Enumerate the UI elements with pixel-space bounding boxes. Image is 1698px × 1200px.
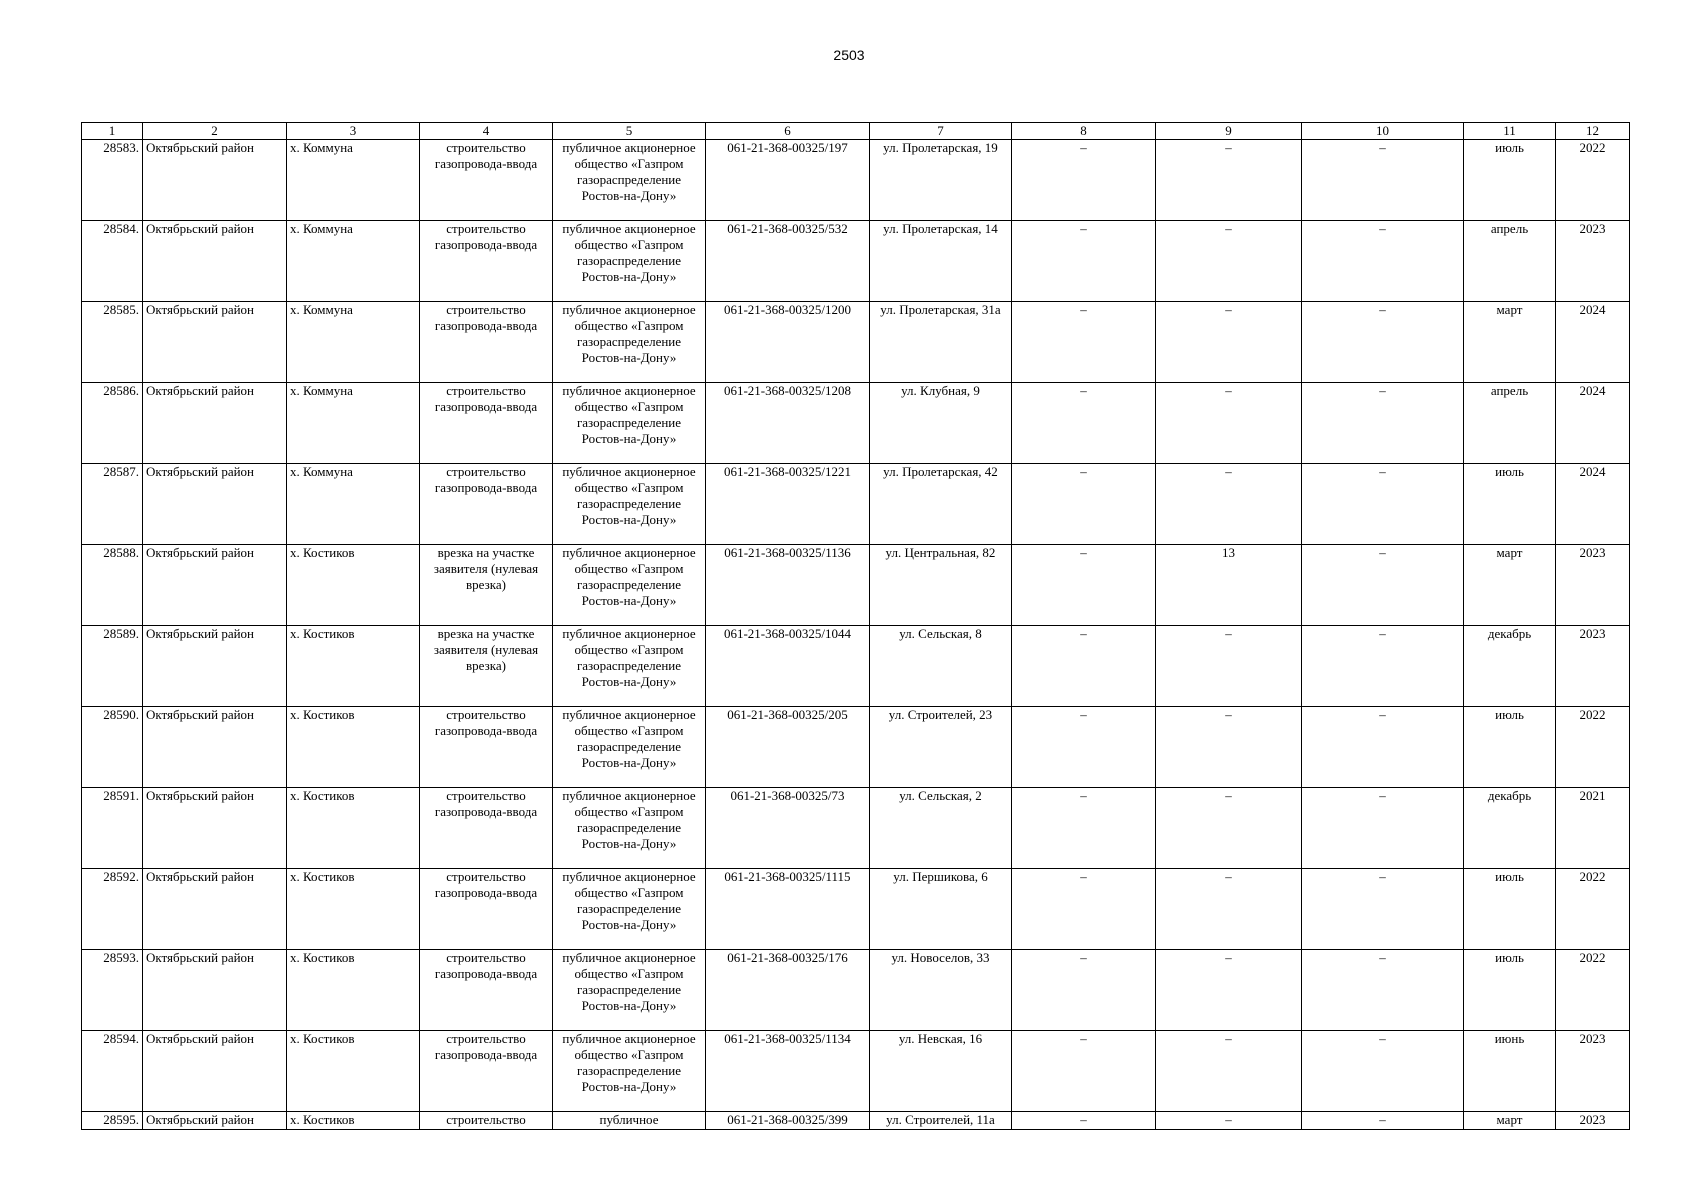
organization-cell: публичное акционерное общество «Газпром газораспределение Ростов-на-Дону» [553, 545, 706, 626]
table-body [82, 140, 1630, 1130]
settlement-cell: х. Костиков [287, 869, 420, 950]
column-9-cell: – [1156, 383, 1302, 464]
work-type-cell: строительство газопровода-ввода [420, 1031, 553, 1112]
district-cell: Октябрьский район [143, 707, 287, 788]
work-type-cell: врезка на участке заявителя (нулевая врезка) [420, 545, 553, 626]
organization-cell: публичное акционерное общество «Газпром газораспределение Ростов-на-Дону» [553, 383, 706, 464]
header-row [82, 123, 1630, 140]
table-row [82, 140, 1630, 221]
column-header-5: 5 [553, 123, 706, 140]
column-8-cell: – [1012, 1112, 1156, 1130]
district-cell: Октябрьский район [143, 545, 287, 626]
address-cell: ул. Пролетарская, 31а [870, 302, 1012, 383]
work-type-cell: строительство газопровода-ввода [420, 302, 553, 383]
code-cell: 061-21-368-00325/1115 [706, 869, 870, 950]
table-row [82, 302, 1630, 383]
table-row [82, 545, 1630, 626]
district-cell: Октябрьский район [143, 464, 287, 545]
year-cell: 2023 [1556, 626, 1630, 707]
column-10-cell: – [1302, 788, 1464, 869]
code-cell: 061-21-368-00325/1044 [706, 626, 870, 707]
column-9-cell: – [1156, 950, 1302, 1031]
year-cell: 2022 [1556, 707, 1630, 788]
organization-cell: публичное акционерное общество «Газпром газораспределение Ростов-на-Дону» [553, 869, 706, 950]
row-number: 28586. [82, 383, 143, 464]
work-type-cell: строительство газопровода-ввода [420, 140, 553, 221]
district-cell: Октябрьский район [143, 302, 287, 383]
column-header-2: 2 [143, 123, 287, 140]
organization-cell: публичное акционерное общество «Газпром газораспределение Ростов-на-Дону» [553, 788, 706, 869]
column-10-cell: – [1302, 302, 1464, 383]
work-type-cell: строительство газопровода-ввода [420, 950, 553, 1031]
month-cell: март [1464, 302, 1556, 383]
column-8-cell: – [1012, 869, 1156, 950]
address-cell: ул. Пролетарская, 14 [870, 221, 1012, 302]
column-10-cell: – [1302, 707, 1464, 788]
column-10-cell: – [1302, 950, 1464, 1031]
month-cell: апрель [1464, 383, 1556, 464]
organization-cell: публичное акционерное общество «Газпром газораспределение Ростов-на-Дону» [553, 1031, 706, 1112]
register-table [81, 122, 1630, 1130]
month-cell: июль [1464, 707, 1556, 788]
address-cell: ул. Строителей, 11а [870, 1112, 1012, 1130]
table-row [82, 1031, 1630, 1112]
column-9-cell: 13 [1156, 545, 1302, 626]
settlement-cell: х. Костиков [287, 626, 420, 707]
row-number: 28587. [82, 464, 143, 545]
address-cell: ул. Пролетарская, 19 [870, 140, 1012, 221]
column-8-cell: – [1012, 302, 1156, 383]
column-header-9: 9 [1156, 123, 1302, 140]
work-type-cell: строительство газопровода-ввода [420, 464, 553, 545]
column-10-cell: – [1302, 1112, 1464, 1130]
code-cell: 061-21-368-00325/1208 [706, 383, 870, 464]
month-cell: апрель [1464, 221, 1556, 302]
month-cell: март [1464, 545, 1556, 626]
column-header-8: 8 [1012, 123, 1156, 140]
row-number: 28585. [82, 302, 143, 383]
row-number: 28584. [82, 221, 143, 302]
address-cell: ул. Центральная, 82 [870, 545, 1012, 626]
row-number: 28594. [82, 1031, 143, 1112]
organization-cell: публичное акционерное общество «Газпром газораспределение Ростов-на-Дону» [553, 707, 706, 788]
organization-cell: публичное акционерное общество «Газпром газораспределение Ростов-на-Дону» [553, 221, 706, 302]
district-cell: Октябрьский район [143, 140, 287, 221]
settlement-cell: х. Костиков [287, 707, 420, 788]
year-cell: 2024 [1556, 383, 1630, 464]
column-9-cell: – [1156, 1112, 1302, 1130]
settlement-cell: х. Коммуна [287, 221, 420, 302]
table-row [82, 221, 1630, 302]
row-number: 28591. [82, 788, 143, 869]
settlement-cell: х. Коммуна [287, 464, 420, 545]
column-8-cell: – [1012, 383, 1156, 464]
code-cell: 061-21-368-00325/532 [706, 221, 870, 302]
organization-cell: публичное акционерное общество «Газпром газораспределение Ростов-на-Дону» [553, 464, 706, 545]
settlement-cell: х. Костиков [287, 1031, 420, 1112]
work-type-cell: строительство газопровода-ввода [420, 869, 553, 950]
settlement-cell: х. Коммуна [287, 302, 420, 383]
column-8-cell: – [1012, 221, 1156, 302]
settlement-cell: х. Коммуна [287, 140, 420, 221]
column-header-7: 7 [870, 123, 1012, 140]
code-cell: 061-21-368-00325/1200 [706, 302, 870, 383]
table-row [82, 626, 1630, 707]
table-row [82, 950, 1630, 1031]
column-8-cell: – [1012, 545, 1156, 626]
code-cell: 061-21-368-00325/1134 [706, 1031, 870, 1112]
month-cell: июль [1464, 464, 1556, 545]
district-cell: Октябрьский район [143, 221, 287, 302]
column-9-cell: – [1156, 464, 1302, 545]
column-8-cell: – [1012, 707, 1156, 788]
month-cell: декабрь [1464, 626, 1556, 707]
district-cell: Октябрьский район [143, 869, 287, 950]
column-header-6: 6 [706, 123, 870, 140]
column-10-cell: – [1302, 221, 1464, 302]
column-10-cell: – [1302, 626, 1464, 707]
address-cell: ул. Сельская, 2 [870, 788, 1012, 869]
column-9-cell: – [1156, 707, 1302, 788]
organization-cell: публичное акционерное общество «Газпром газораспределение Ростов-на-Дону» [553, 302, 706, 383]
column-9-cell: – [1156, 626, 1302, 707]
address-cell: ул. Сельская, 8 [870, 626, 1012, 707]
organization-cell: публичное акционерное общество «Газпром газораспределение Ростов-на-Дону» [553, 140, 706, 221]
column-9-cell: – [1156, 869, 1302, 950]
code-cell: 061-21-368-00325/399 [706, 1112, 870, 1130]
table-row [82, 707, 1630, 788]
row-number: 28592. [82, 869, 143, 950]
settlement-cell: х. Костиков [287, 1112, 420, 1130]
district-cell: Октябрьский район [143, 626, 287, 707]
column-9-cell: – [1156, 302, 1302, 383]
organization-cell: публичное акционерное общество «Газпром газораспределение Ростов-на-Дону» [553, 950, 706, 1031]
column-header-4: 4 [420, 123, 553, 140]
district-cell: Октябрьский район [143, 383, 287, 464]
address-cell: ул. Невская, 16 [870, 1031, 1012, 1112]
address-cell: ул. Новоселов, 33 [870, 950, 1012, 1031]
code-cell: 061-21-368-00325/176 [706, 950, 870, 1031]
work-type-cell: строительство газопровода-ввода [420, 221, 553, 302]
code-cell: 061-21-368-00325/1136 [706, 545, 870, 626]
month-cell: июнь [1464, 1031, 1556, 1112]
column-9-cell: – [1156, 221, 1302, 302]
row-number: 28590. [82, 707, 143, 788]
settlement-cell: х. Коммуна [287, 383, 420, 464]
year-cell: 2022 [1556, 950, 1630, 1031]
work-type-cell: строительство [420, 1112, 553, 1130]
column-8-cell: – [1012, 950, 1156, 1031]
year-cell: 2024 [1556, 302, 1630, 383]
column-10-cell: – [1302, 1031, 1464, 1112]
year-cell: 2021 [1556, 788, 1630, 869]
column-header-3: 3 [287, 123, 420, 140]
district-cell: Октябрьский район [143, 950, 287, 1031]
work-type-cell: строительство газопровода-ввода [420, 383, 553, 464]
district-cell: Октябрьский район [143, 1031, 287, 1112]
work-type-cell: врезка на участке заявителя (нулевая врезка) [420, 626, 553, 707]
year-cell: 2023 [1556, 1031, 1630, 1112]
settlement-cell: х. Костиков [287, 950, 420, 1031]
column-10-cell: – [1302, 383, 1464, 464]
year-cell: 2022 [1556, 140, 1630, 221]
column-10-cell: – [1302, 140, 1464, 221]
address-cell: ул. Пролетарская, 42 [870, 464, 1012, 545]
row-number: 28583. [82, 140, 143, 221]
district-cell: Октябрьский район [143, 1112, 287, 1130]
year-cell: 2022 [1556, 869, 1630, 950]
settlement-cell: х. Костиков [287, 788, 420, 869]
column-8-cell: – [1012, 626, 1156, 707]
code-cell: 061-21-368-00325/205 [706, 707, 870, 788]
column-9-cell: – [1156, 1031, 1302, 1112]
table-row [82, 1112, 1630, 1130]
address-cell: ул. Клубная, 9 [870, 383, 1012, 464]
column-10-cell: – [1302, 464, 1464, 545]
column-8-cell: – [1012, 140, 1156, 221]
table-row [82, 869, 1630, 950]
row-number: 28588. [82, 545, 143, 626]
month-cell: июль [1464, 869, 1556, 950]
month-cell: декабрь [1464, 788, 1556, 869]
column-10-cell: – [1302, 869, 1464, 950]
settlement-cell: х. Костиков [287, 545, 420, 626]
column-10-cell: – [1302, 545, 1464, 626]
address-cell: ул. Строителей, 23 [870, 707, 1012, 788]
column-header-11: 11 [1464, 123, 1556, 140]
row-number: 28595. [82, 1112, 143, 1130]
month-cell: июль [1464, 950, 1556, 1031]
work-type-cell: строительство газопровода-ввода [420, 788, 553, 869]
column-8-cell: – [1012, 464, 1156, 545]
column-header-1: 1 [82, 123, 143, 140]
organization-cell: публичное акционерное общество «Газпром газораспределение Ростов-на-Дону» [553, 626, 706, 707]
row-number: 28593. [82, 950, 143, 1031]
code-cell: 061-21-368-00325/1221 [706, 464, 870, 545]
district-cell: Октябрьский район [143, 788, 287, 869]
column-header-12: 12 [1556, 123, 1630, 140]
column-8-cell: – [1012, 788, 1156, 869]
code-cell: 061-21-368-00325/197 [706, 140, 870, 221]
column-9-cell: – [1156, 140, 1302, 221]
month-cell: март [1464, 1112, 1556, 1130]
year-cell: 2023 [1556, 545, 1630, 626]
row-number: 28589. [82, 626, 143, 707]
table-row [82, 464, 1630, 545]
year-cell: 2024 [1556, 464, 1630, 545]
table-row [82, 788, 1630, 869]
year-cell: 2023 [1556, 221, 1630, 302]
column-8-cell: – [1012, 1031, 1156, 1112]
year-cell: 2023 [1556, 1112, 1630, 1130]
month-cell: июль [1464, 140, 1556, 221]
organization-cell: публичное [553, 1112, 706, 1130]
address-cell: ул. Першикова, 6 [870, 869, 1012, 950]
table-row [82, 383, 1630, 464]
column-9-cell: – [1156, 788, 1302, 869]
code-cell: 061-21-368-00325/73 [706, 788, 870, 869]
work-type-cell: строительство газопровода-ввода [420, 707, 553, 788]
page-number: 2503 [833, 47, 865, 63]
column-header-10: 10 [1302, 123, 1464, 140]
